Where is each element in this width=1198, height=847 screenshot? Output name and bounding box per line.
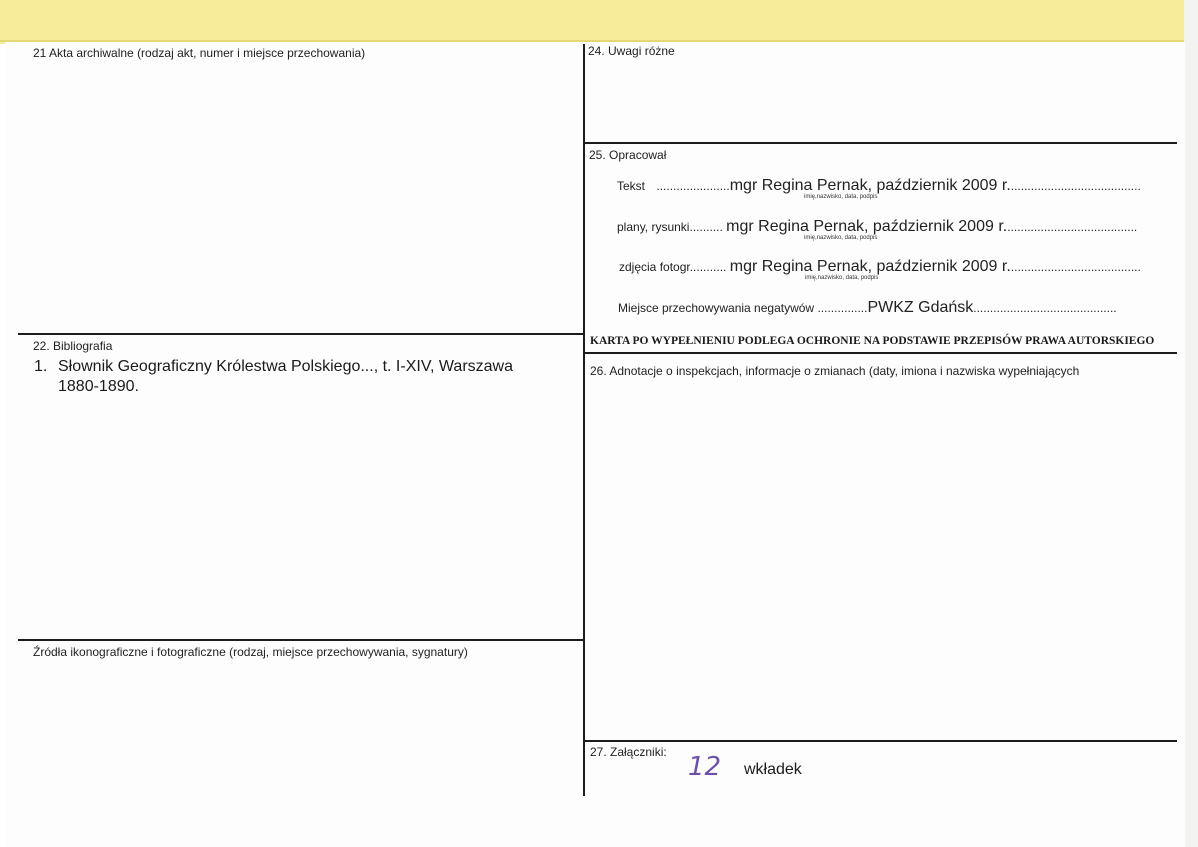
section-27-label: 27. Załączniki: [590, 745, 667, 759]
row-lead-dots: .......... [689, 220, 723, 234]
row-tail-dots: ........................................... [973, 301, 1117, 315]
row-hint: imię,nazwisko, data, podpis [805, 275, 879, 281]
section-26-label: 26. Adnotacje o inspekcjach, informacje o zmianach (daty, imiona i nazwiska wypełniających [590, 364, 1080, 378]
list-item [34, 357, 554, 397]
row-lead-dots: ........... [689, 260, 727, 274]
item-number: 1. [34, 358, 48, 375]
row-tail-dots: ....................................... [1010, 179, 1141, 193]
row-value: mgr Regina Pernak, październik 2009 r. [729, 258, 1011, 275]
divider-22-23 [18, 639, 585, 641]
row-lead-dots: ...................... [656, 179, 730, 193]
row-value: mgr Regina Pernak, październik 2009 r. [729, 177, 1011, 194]
section-24-label: 24. Uwagi różne [588, 44, 675, 58]
divider-24-25 [583, 142, 1177, 144]
section-23-label: Źródła ikonograficzne i fotograficzne (rodzaj, miejsce przechowywania, sygnatury) [33, 645, 468, 659]
row-tail-dots: ....................................... [1007, 220, 1138, 234]
row-key: Tekst [617, 179, 646, 193]
row-text [617, 177, 1141, 195]
row-plans [617, 218, 1137, 236]
item-text: Słownik Geograficzny Królestwa Polskiego..., t. I-XIV, Warszawa 1880-1890. [58, 358, 513, 395]
section-22-label: 22. Bibliografia [33, 339, 113, 353]
section-25-label: 25. Opracował [589, 148, 667, 162]
yellow-top-band [0, 0, 1198, 44]
row-tail-dots: ....................................... [1010, 260, 1141, 274]
handwritten-count: 12 [688, 752, 722, 782]
row-key: plany, rysunki [617, 220, 690, 234]
copyright-notice: KARTA PO WYPEŁNIENIU PODLEGA OCHRONIE NA PODSTAWIE PRZEPISÓW PRAWA AUTORSKIEGO [590, 335, 1155, 347]
row-hint: imię,nazwisko, data, podpis [804, 235, 878, 241]
row-lead-dots: ............... [817, 301, 868, 315]
page-right-edge [1184, 0, 1198, 847]
bibliography-list [34, 357, 554, 397]
record-card [5, 42, 1185, 847]
row-photos [619, 258, 1141, 276]
row-key: zdjęcia fotogr [619, 260, 690, 274]
row-value: PWKZ Gdańsk [867, 299, 974, 316]
vertical-divider [583, 44, 585, 796]
divider-26-27 [583, 740, 1177, 742]
row-key: Miejsce przechowywania negatywów [618, 301, 815, 315]
attachments-value: wkładek [744, 761, 802, 778]
row-negatives [618, 299, 1117, 317]
row-value: mgr Regina Pernak, październik 2009 r. [726, 218, 1008, 235]
row-hint: imię,nazwisko, data, podpis [804, 194, 878, 200]
divider-21-22 [18, 333, 585, 335]
section-21-label: 21 Akta archiwalne (rodzaj akt, numer i miejsce przechowania) [33, 46, 366, 60]
divider-notice-26 [583, 352, 1177, 354]
